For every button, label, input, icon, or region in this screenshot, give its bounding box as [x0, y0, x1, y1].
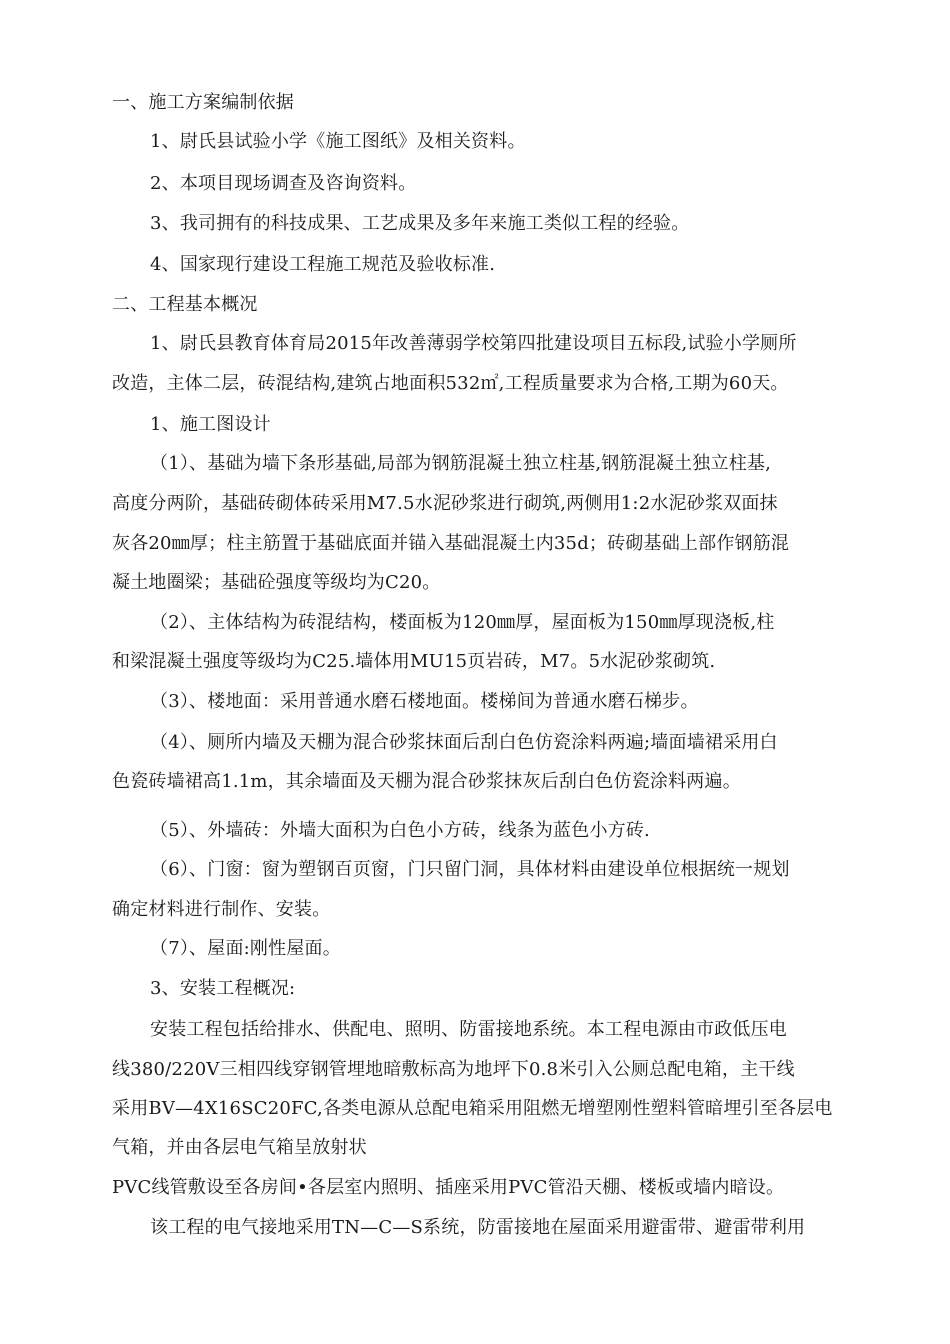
basis-item-4: 4、国家现行建设工程施工规范及验收标准. [150, 254, 496, 275]
section-heading-overview: 二、工程基本概况 [112, 294, 258, 315]
design-item-2-line: 和梁混凝土强度等级均为C25.墙体用MU15页岩砖，M7。5水泥砂浆砌筑. [112, 651, 716, 672]
basis-item-1: 1、尉氏县试验小学《施工图纸》及相关资料。 [150, 131, 526, 152]
basis-item-3: 3、我司拥有的科技成果、工艺成果及多年来施工类似工程的经验。 [150, 213, 690, 234]
design-item-6-line: 确定材料进行制作、安装。 [112, 899, 331, 920]
subheading-design: 1、施工图设计 [150, 414, 271, 435]
design-item-4-line: （4）、厕所内墙及天棚为混合砂浆抹面后刮白色仿瓷涂料两遍;墙面墙裙采用白 [150, 732, 778, 753]
overview-paragraph-line: 改造，主体二层，砖混结构,建筑占地面积532㎡,工程质量要求为合格,工期为60天。 [112, 373, 789, 394]
design-item-3: （3）、楼地面：采用普通水磨石楼地面。楼梯间为普通水磨石梯步。 [150, 691, 699, 712]
basis-item-2: 2、本项目现场调查及咨询资料。 [150, 173, 417, 194]
overview-paragraph-line: 1、尉氏县教育体育局2015年改善薄弱学校第四批建设项目五标段,试验小学厕所 [150, 333, 797, 354]
design-item-1-line: 高度分两阶，基础砖砌体砖采用M7.5水泥砂浆进行砌筑,两侧用1:2水泥砂浆双面抹 [112, 493, 778, 514]
subheading-installation: 3、安装工程概况: [150, 978, 296, 999]
installation-paragraph-line: PVC线管敷设至各房间•各层室内照明、插座采用PVC管沿天棚、楼板或墙内暗设。 [112, 1177, 785, 1198]
design-item-6-line: （6）、门窗：窗为塑钢百页窗，门只留门洞，具体材料由建设单位根据统一规划 [150, 859, 790, 880]
installation-paragraph-line: 采用BV—4X16SC20FC,各类电源从总配电箱采用阻燃无增塑刚性塑料管暗埋引至各层电 [112, 1098, 833, 1119]
installation-paragraph-line: 线380/220V三相四线穿钢管埋地暗敷标高为地坪下0.8米引入公厕总配电箱，主干线 [112, 1059, 795, 1080]
design-item-4-line: 色瓷砖墙裙高1.1m，其余墙面及天棚为混合砂浆抹灰后刮白色仿瓷涂料两遍。 [112, 771, 741, 792]
design-item-2-line: （2）、主体结构为砖混结构，楼面板为120㎜厚，屋面板为150㎜厚现浇板,柱 [150, 612, 775, 633]
design-item-7: （7）、屋面:刚性屋面。 [150, 938, 341, 959]
installation-paragraph-line: 气箱，并由各层电气箱呈放射状 [112, 1137, 367, 1158]
design-item-5: （5）、外墙砖：外墙大面积为白色小方砖，线条为蓝色小方砖. [150, 820, 650, 841]
installation-paragraph-line: 安装工程包括给排水、供配电、照明、防雷接地系统。本工程电源由市政低压电 [150, 1019, 787, 1040]
grounding-paragraph-line: 该工程的电气接地采用TN—C—S系统，防雷接地在屋面采用避雷带、避雷带利用 [150, 1217, 806, 1238]
design-item-1-line: 灰各20㎜厚；柱主筋置于基础底面并锚入基础混凝土内35d；砖砌基础上部作钢筋混 [112, 533, 790, 554]
section-heading-basis: 一、施工方案编制依据 [112, 92, 294, 113]
design-item-1-line: （1）、基础为墙下条形基础,局部为钢筋混凝土独立柱基,钢筋混凝土独立柱基, [150, 453, 772, 474]
design-item-1-line: 凝土地圈梁；基础砼强度等级均为C20。 [112, 572, 441, 593]
